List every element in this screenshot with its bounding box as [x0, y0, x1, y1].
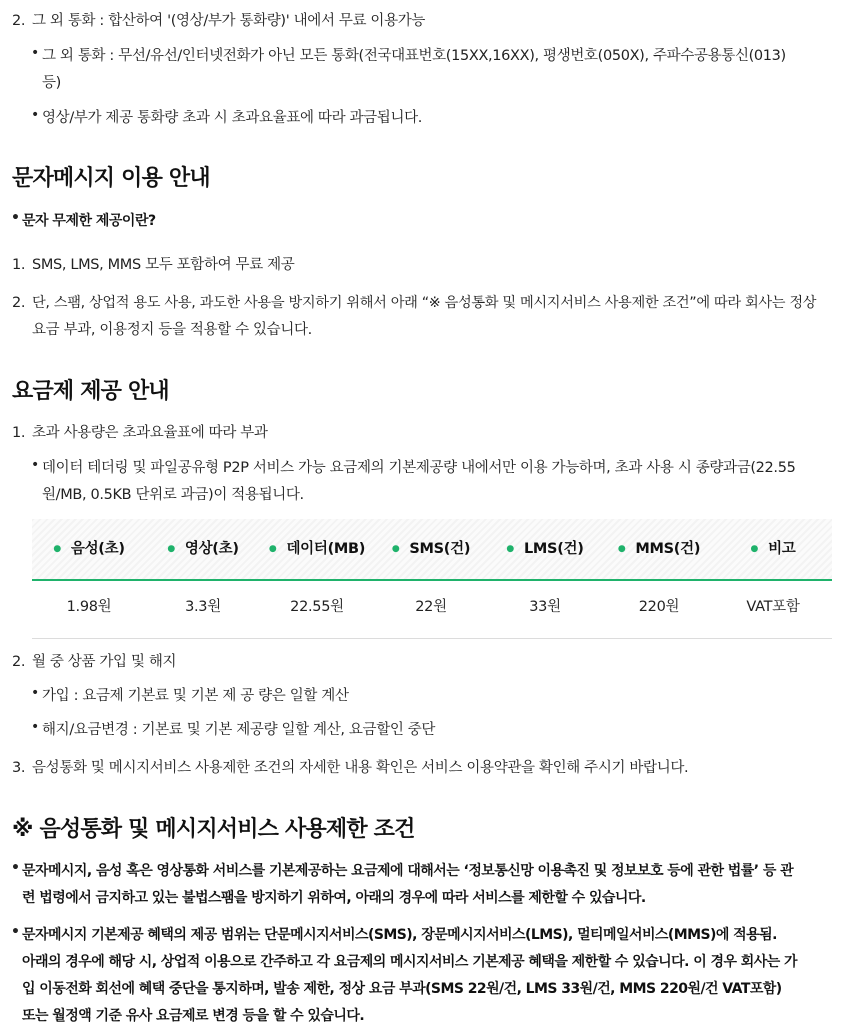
table-cell: VAT포함: [746, 599, 800, 615]
green-dot-icon: ●: [391, 544, 400, 554]
bullet-dot-icon: •: [31, 107, 40, 123]
bullet-dot-icon: •: [31, 685, 40, 701]
bullet-text-continued: 등): [42, 75, 61, 91]
table-cell: 22원: [415, 599, 447, 615]
table-header-cell: ● 데이터(MB): [268, 541, 366, 557]
table-header-cell: ● 음성(초): [53, 541, 125, 557]
note-text: 문자메시지, 음성 혹은 영상통화 서비스를 기본제공하는 요금제에 대해서는 ‘정보통신망 이용촉진 및 정보보호 등에 관한 법률’ 등 관: [22, 863, 794, 879]
list-number: 1.: [12, 425, 26, 441]
table-header-cell: ● LMS(건): [506, 541, 584, 557]
section-heading-restriction: ※ 음성통화 및 메시지서비스 사용제한 조건: [12, 817, 415, 842]
green-dot-icon: ●: [53, 544, 61, 554]
green-dot-icon: ●: [750, 544, 759, 554]
table-cell: 220원: [638, 599, 680, 615]
bullet-text: 그 외 통화 : 무선/유선/인터넷전화가 아닌 모든 통화(전국대표번호(15XX,16XX), 평생번호(050X), 주파수공용통신(013): [42, 48, 786, 64]
subheading: 문자 무제한 제공이란?: [22, 213, 156, 229]
list-number: 3.: [12, 760, 26, 776]
bullet-text: 영상/부가 제공 통화량 초과 시 초과요율표에 따라 과금됩니다.: [42, 110, 423, 126]
green-dot-icon: ●: [617, 544, 626, 554]
list-item-text: 초과 사용량은 초과요율표에 따라 부과: [32, 425, 268, 441]
rate-table-header: [32, 519, 832, 581]
table-row: [32, 581, 832, 639]
green-dot-icon: ●: [506, 544, 514, 554]
list-number: 2.: [12, 295, 26, 311]
list-number: 2.: [12, 654, 26, 670]
table-cell: 33원: [529, 599, 561, 615]
table-header-cell: ● SMS(건): [391, 541, 471, 557]
bullet-text: 해지/요금변경 : 기본료 및 기본 제공량 일할 계산, 요금할인 중단: [42, 722, 436, 738]
table-cell: 22.55원: [290, 599, 344, 615]
list-item-text: 단, 스팸, 상업적 용도 사용, 과도한 사용을 방지하기 위해서 아래 “※ 음성통화 및 메시지서비스 사용제한 조건”에 따라 회사는 정상: [32, 295, 817, 311]
list-item-text: 음성통화 및 메시지서비스 사용제한 조건의 자세한 내용 확인은 서비스 이용약관을 확인해 주시기 바랍니다.: [32, 760, 689, 776]
bullet-dot-icon: •: [11, 924, 20, 940]
list-item-text: SMS, LMS, MMS 모두 포함하여 무료 제공: [32, 257, 295, 273]
table-header-cell: ● 비고: [750, 541, 796, 557]
section-heading-sms: 문자메시지 이용 안내: [12, 166, 210, 191]
table-header-cell: ● 영상(초): [167, 541, 239, 557]
bullet-dot-icon: •: [31, 457, 40, 473]
note-text: 문자메시지 기본제공 혜택의 제공 범위는 단문메시지서비스(SMS), 장문메시지서비스(LMS), 멀티메일서비스(MMS)에 적용됨.: [22, 927, 777, 943]
bullet-dot-icon: •: [11, 860, 20, 876]
note-text-continued: 아래의 경우에 해당 시, 상업적 이용으로 간주하고 각 요금제의 메시지서비스 기본제공 혜택을 제한할 수 있습니다. 이 경우 회사는 가: [22, 954, 797, 970]
table-header-cell: ● MMS(건): [617, 541, 701, 557]
list-item-text: 월 중 상품 가입 및 해지: [32, 654, 177, 670]
note-text-continued: 련 법령에서 금지하고 있는 불법스팸을 방지하기 위하여, 아래의 경우에 따라 서비스를 제한할 수 있습니다.: [22, 890, 646, 906]
bullet-text: 데이터 테더링 및 파일공유형 P2P 서비스 가능 요금제의 기본제공량 내에서만 이용 가능하며, 초과 사용 시 종량과금(22.55: [42, 460, 796, 476]
list-number: 1.: [12, 257, 26, 273]
bullet-text-continued: 원/MB, 0.5KB 단위로 과금)이 적용됩니다.: [42, 487, 304, 503]
section-heading-plan: 요금제 제공 안내: [12, 379, 169, 404]
table-cell: 3.3원: [185, 599, 221, 615]
list-item-text: 그 외 통화 : 합산하여 '(영상/부가 통화량)' 내에서 무료 이용가능: [32, 13, 426, 29]
bullet-dot-icon: •: [11, 210, 20, 226]
green-dot-icon: ●: [268, 544, 277, 554]
green-dot-icon: ●: [167, 544, 175, 554]
table-cell: 1.98원: [66, 599, 112, 615]
list-number: 2.: [12, 13, 26, 29]
bullet-text: 가입 : 요금제 기본료 및 기본 제 공 량은 일할 계산: [42, 688, 349, 704]
note-text-continued: 입 이동전화 회선에 혜택 중단을 통지하며, 발송 제한, 정상 요금 부과(SMS 22원/건, LMS 33원/건, MMS 220원/건 VAT포함): [22, 981, 782, 997]
bullet-dot-icon: •: [31, 45, 40, 61]
note-text-continued: 또는 월정액 기준 유사 요금제로 변경 등을 할 수 있습니다.: [22, 1008, 365, 1024]
bullet-dot-icon: •: [31, 719, 40, 735]
list-item-text-continued: 요금 부과, 이용정지 등을 적용할 수 있습니다.: [32, 322, 312, 338]
